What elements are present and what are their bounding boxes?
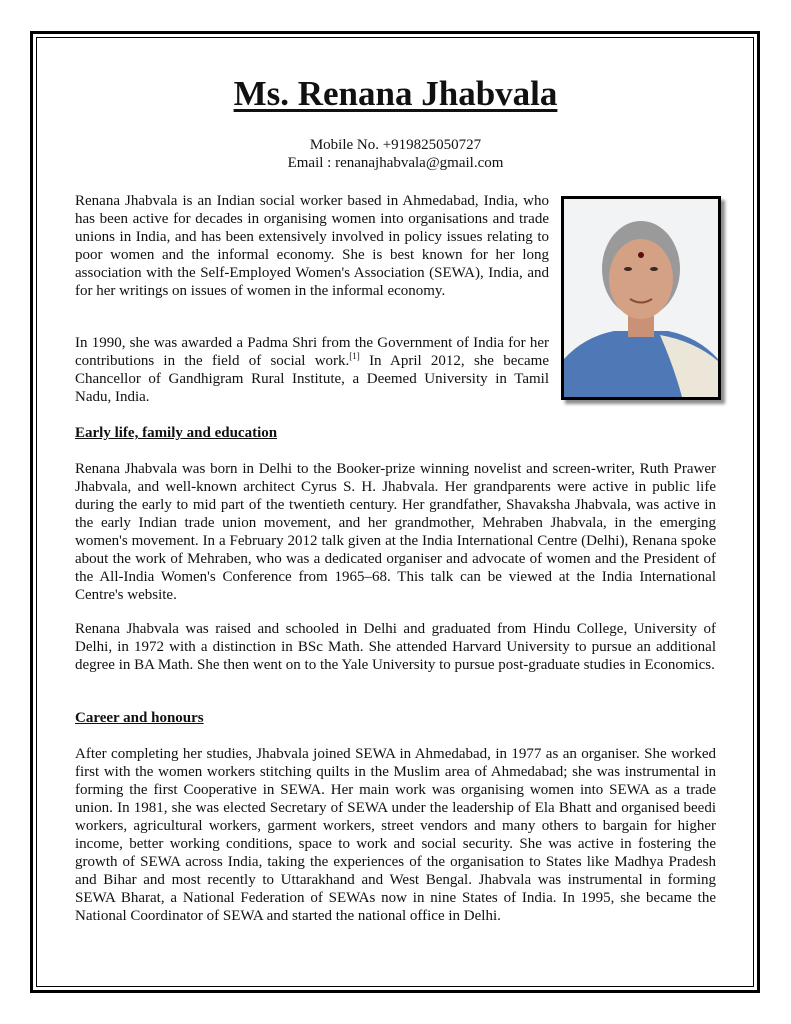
early-life-paragraph-2: Renana Jhabvala was raised and schooled in Delhi and graduated from Hindu College, University of Delhi, in 1972 with a distinction in BSc Math. She attended Harvard University to pursue an additional degree in BA Math. She then went on to the Yale University to pursue post-graduate studies in Economics. xyxy=(75,621,716,673)
intro-paragraph-1: Renana Jhabvala is an Indian social worker based in Ahmedabad, India, who has been active for decades in organising women into organisations and trade unions in India, and has been extensively involved in policy issues relating to poor women and the informal economy. She is best known for her long association with the Self-Employed Women's Association (SEWA), India, and for her writings on issues of women in the informal economy. xyxy=(75,193,549,299)
intro-paragraph-2 xyxy=(75,334,549,406)
section-heading-early-life: Early life, family and education xyxy=(75,425,278,441)
photo-face xyxy=(609,239,673,319)
photo-eye-left xyxy=(624,267,632,271)
mobile-number: Mobile No. +919825050727 xyxy=(309,137,482,153)
photo-bindi xyxy=(638,252,644,258)
intro-paragraph-2-continued: In April 2012, she became Chancellor of Gandhigram Rural Institute, a Deemed University in Tamil Nadu, India. xyxy=(75,353,549,405)
section-heading-career: Career and honours xyxy=(75,710,204,726)
page-title: Ms. Renana Jhabvala xyxy=(233,74,558,113)
career-paragraph-1: After completing her studies, Jhabvala joined SEWA in Ahmedabad, in 1977 as an organiser. She worked first with the women workers stitching quilts in the Muslim area of Ahmedabad; she was instrumental in forming the first Cooperative in SEWA. Her main work was organising women into SEWA as a trade union. In 1981, she was elected Secretary of SEWA under the leadership of Ela Bhatt and organised beedi workers, agricultural workers, garment workers, street vendors and many others to bargain for higher income, better working conditions, space to work and social security. She was active in fostering the growth of SEWA across India, taking the experiences of the organisation to States like Madhya Pradesh and Bihar and most recently to Uttarakhand and West Bengal. Jhabvala was instrumental in forming SEWA Bharat, a National Federation of SEWAs now in nine States of India. In 1995, she became the National Coordinator of SEWA and started the national office in Delhi. xyxy=(75,746,716,924)
photo-eye-right xyxy=(650,267,658,271)
intro-paragraph-2-text: In 1990, she was awarded a Padma Shri from the Government of India for her contributions in the field of social work. xyxy=(75,335,549,369)
portrait-illustration xyxy=(564,199,718,397)
email-address: Email : renanajhabvala@gmail.com xyxy=(287,155,504,171)
early-life-paragraph-1: Renana Jhabvala was born in Delhi to the Booker-prize winning novelist and screen-writer, Ruth Prawer Jhabvala, and well-known architect Cyrus S. H. Jhabvala. Her grandparents were active in public life during the early to mid part of the twentieth century. Her grandfather, Shavaksha Jhabvala, was active in the early Indian trade union movement, and her grandmother, Mehraben Jhabvala, in the emerging women's movement. In a February 2012 talk given at the India International Centre (Delhi), Renana spoke about the work of Mehraben, who was a dedicated organiser and advocate of women and the President of the All-India Women's Conference from 1965–68. This talk can be viewed at the India International Centre's website. xyxy=(75,461,716,603)
footnote-reference[interactable]: [1] xyxy=(349,351,360,361)
portrait-photo xyxy=(561,196,721,400)
